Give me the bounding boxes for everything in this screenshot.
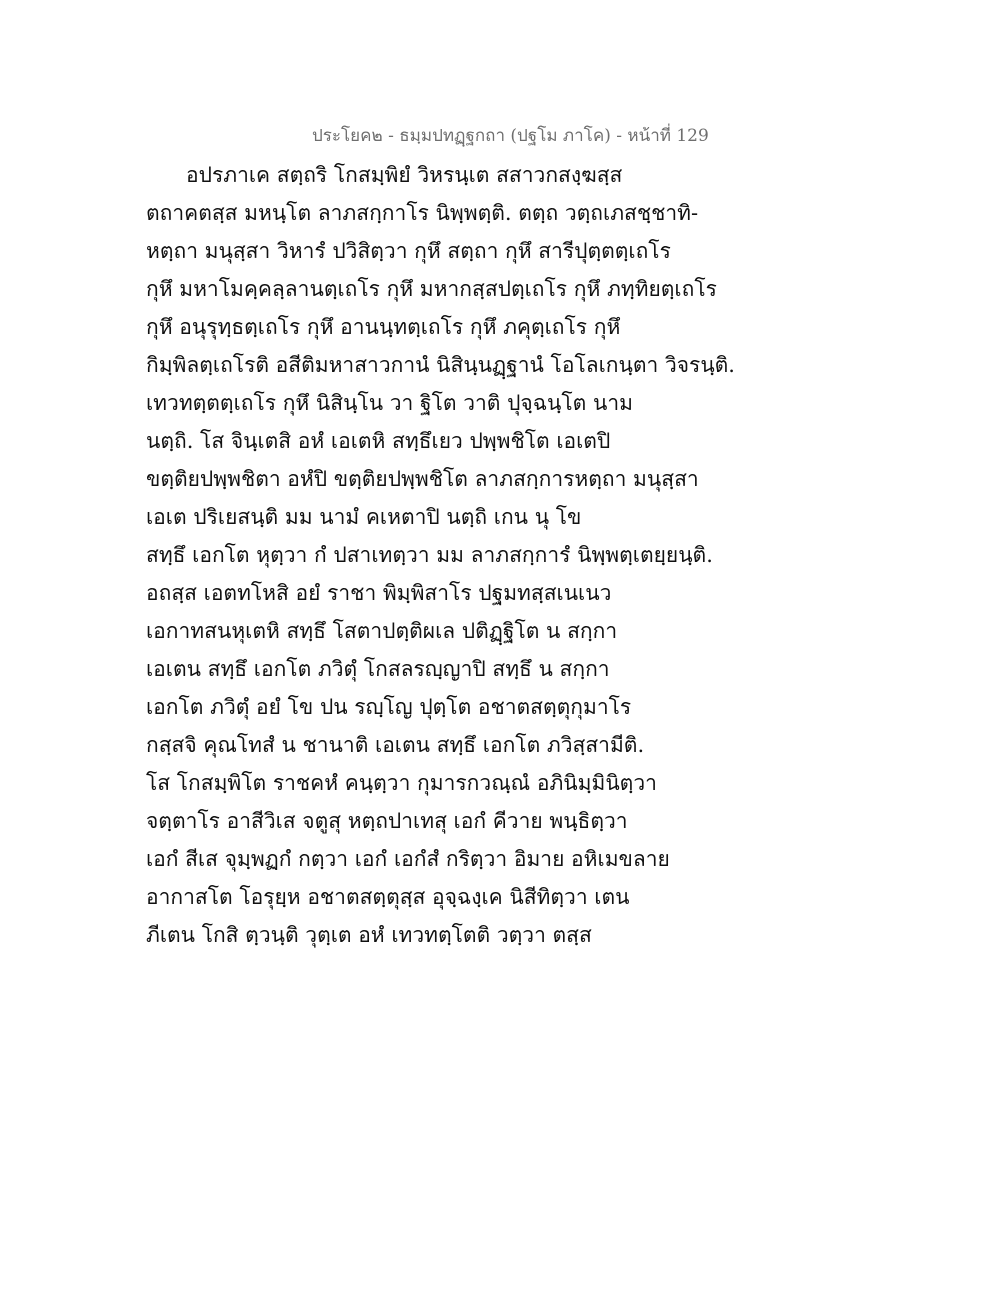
text-line: โส โกสมฺพิโต ราชคหํ คนฺตฺวา กุมารกวณฺณํ อภินิมฺมินิตฺวา [146, 771, 657, 795]
text-line: กุหึ อนุรุทฺธตฺเถโร กุหึ อานนฺทตฺเถโร กุหึ ภคุตฺเถโร กุหึ [146, 315, 621, 339]
text-line: อปรภาเค สตฺถริ โกสมฺพิยํ วิหรนฺเต สสาวกสงฺฆสฺส [186, 163, 623, 187]
text-line: เอกาทสนหุเตหิ สทฺธึ โสตาปตฺติผเล ปติฏฺฐิโต น สกฺกา [146, 619, 618, 643]
text-line: กสฺสจิ คุณโทสํ น ชานาติ เอเตน สทฺธึ เอกโต ภวิสฺสามีติ. [146, 733, 645, 757]
text-line: สทฺธึ เอกโต หุตฺวา กํ ปสาเทตฺวา มม ลาภสกฺการํ นิพฺพตฺเตยฺยนฺติ. [146, 543, 713, 567]
text-line: เอกโต ภวิตุํ อยํ โข ปน รญฺโญ ปุตฺโต อชาตสตฺตุกุมาโร [146, 695, 632, 719]
body-text [146, 156, 735, 954]
text-line: เอกํ สีเส จุมฺพฏกํ กตฺวา เอกํ เอกํสํ กริตฺวา อิมาย อหิเมขลาย [146, 847, 670, 871]
text-line: อถสฺส เอตทโหสิ อยํ ราชา พิมฺพิสาโร ปฐมทสฺสเนเนว [146, 581, 612, 605]
text-line: จตฺตาโร อาสีวิเส จตูสุ หตฺถปาเทสุ เอกํ คีวาย พนฺธิตฺวา [146, 809, 628, 833]
text-line: เทวทตฺตตฺเถโร กุหึ นิสินฺโน วา ฐิโต วาติ ปุจฺฉนฺโต นาม [146, 391, 633, 415]
text-line: หตฺถา มนุสฺสา วิหารํ ปวิสิตฺวา กุหึ สตฺถา กุหึ สารีปุตฺตตฺเถโร [146, 239, 671, 263]
text-line: เอเต ปริเยสนฺติ มม นามํ คเหตาปิ นตฺถิ เกน นุ โข [146, 505, 582, 529]
text-line: กุหึ มหาโมคฺคลฺลานตฺเถโร กุหึ มหากสฺสปตฺเถโร กุหึ ภทฺทิยตฺเถโร [146, 277, 717, 301]
text-line: เอเตน สทฺธึ เอกโต ภวิตุํ โกสลรญฺญาปิ สทฺธึ น สกฺกา [146, 657, 610, 681]
text-line: กิมฺพิลตฺเถโรติ อสีติมหาสาวกานํ นิสินฺนฏฺฐานํ โอโลเกนฺตา วิจรนฺติ. [146, 353, 735, 377]
page-header: ประโยค๒ - ธมฺมปทฏฺฐกถา (ปฐโม ภาโค) - หน้าที่ 129 [312, 126, 709, 146]
text-line: อากาสโต โอรุยฺห อชาตสตฺตุสฺส อุจฺฉงฺเค นิสีทิตฺวา เตน [146, 885, 630, 909]
text-line: ขตฺติยปพฺพชิตา อหํปิ ขตฺติยปพฺพชิโต ลาภสกฺการหตฺถา มนุสฺสา [146, 467, 699, 491]
text-line: นตฺถิ. โส จินฺเตสิ อหํ เอเตหิ สทฺธึเยว ปพฺพชิโต เอเตปิ [146, 429, 611, 453]
text-line: ตถาคตสฺส มหนฺโต ลาภสกฺกาโร นิพฺพตฺติ. ตตฺถ วตฺถเภสชฺชาทิ- [146, 201, 699, 225]
text-line: ภีเตน โกสิ ตฺวนฺติ วุตฺเต อหํ เทวทตฺโตติ วตฺวา ตสฺส [146, 923, 592, 947]
